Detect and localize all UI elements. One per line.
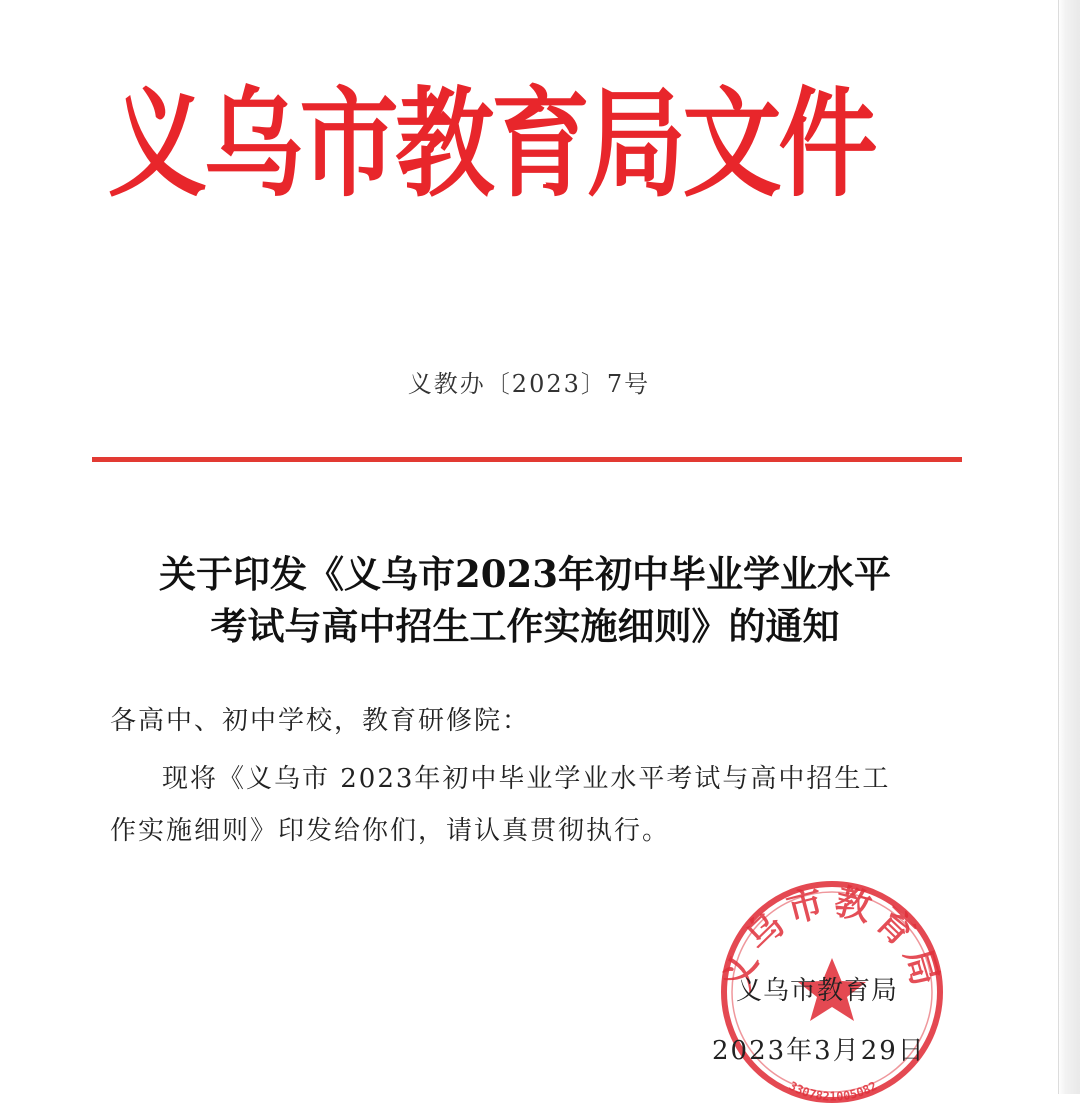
body-paragraph-line-2: 作实施细则》印发给你们，请认真贯彻执行。 — [110, 816, 671, 846]
body-paragraph-line-1: 现将《义乌市 2023年初中毕业学业水平考试与高中招生工 — [162, 764, 891, 794]
document-title-line-1: 关于印发《义乌市2023年初中毕业学业水平 — [159, 552, 891, 596]
addressee: 各高中、初中学校，教育研修院： — [110, 706, 531, 736]
issue-date: 2023年3月29日 — [712, 1036, 926, 1066]
document-number: 义教办〔2023〕7号 — [407, 370, 651, 398]
page-edge-shadow — [1058, 0, 1080, 1094]
document-title-line-2: 考试与高中招生工作实施细则》的通知 — [210, 604, 840, 648]
red-divider-line — [92, 457, 962, 462]
seal-code-text: 3307821005082 — [786, 1078, 880, 1104]
issuer-signature: 义乌市教育局 — [736, 976, 899, 1006]
masthead-title: 义乌市教育局文件 — [108, 75, 875, 213]
seal-ring-text: 义乌市教育局 — [716, 881, 948, 997]
